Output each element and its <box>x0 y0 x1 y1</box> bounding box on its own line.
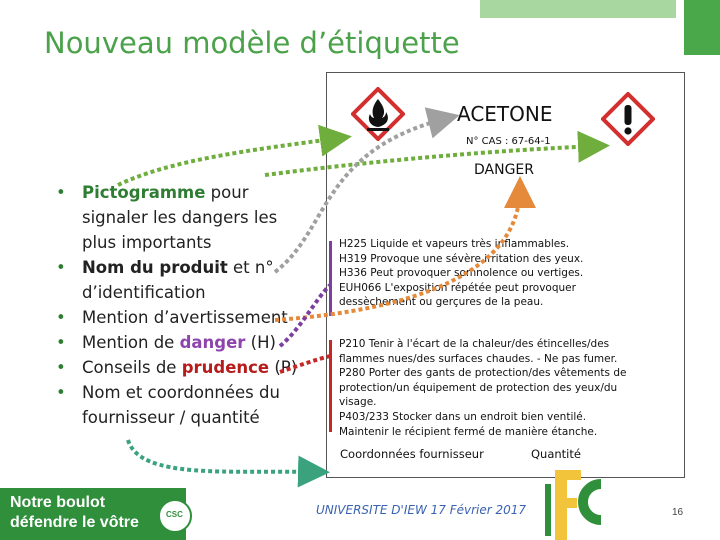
bullet-supplier <box>56 380 311 430</box>
precaution-line: P210 Tenir à l'écart de la chaleur/des étincelles/des <box>339 338 610 350</box>
bullet-product-name-key: Nom du produit <box>82 258 228 277</box>
hazard-line: H336 Peut provoquer somnolence ou vertiges. <box>339 267 584 280</box>
precaution-marker-bar <box>329 340 332 432</box>
page-number: 16 <box>672 507 684 518</box>
bullet-list <box>56 180 311 430</box>
logo-line-1: Notre boulot <box>10 494 106 511</box>
bullet-hazard-pre: Mention de <box>82 333 180 352</box>
footer-text: UNIVERSITE D'IEW 17 Février 2017 <box>316 503 527 517</box>
top-decor-bar <box>480 0 676 18</box>
top-decor-square <box>684 0 720 55</box>
bullet-precaution <box>56 355 311 380</box>
hazard-marker-bar <box>329 241 332 316</box>
precaution-line: Maintenir le récipient fermé de manière étanche. <box>339 425 598 438</box>
hazard-line: dessèchement ou gerçures de la peau. <box>339 296 544 309</box>
bullet-hazard-key: danger <box>179 333 246 352</box>
hazard-line: H225 Liquide et vapeurs très inflammables. <box>339 238 570 250</box>
bullet-pictogram <box>56 180 311 255</box>
bullet-hazard-post: (H) <box>245 333 276 352</box>
bullet-supplier-text: Nom et coordonnées du fournisseur / quantité <box>82 383 280 427</box>
precaution-line: P280 Porter des gants de protection/des vêtements de <box>339 367 627 380</box>
exclamation-icon <box>601 92 655 146</box>
logo-badge-text: CSC <box>166 510 183 519</box>
fec-logo <box>545 462 615 540</box>
signal-word: DANGER <box>474 162 535 178</box>
precaution-line: P403/233 Stocker dans un endroit bien ventilé. <box>339 410 587 423</box>
bullet-precaution-pre: Conseils de <box>82 358 182 377</box>
bullet-signal-word-text: Mention d’avertissement <box>82 308 288 327</box>
bullet-pictogram-text: pour signaler les dangers les plus importants <box>82 183 278 252</box>
bullet-dot: • <box>56 308 66 327</box>
bullet-precaution-post: (P) <box>269 358 298 377</box>
bullet-dot: • <box>56 358 66 377</box>
slide-title: Nouveau modèle d’étiquette <box>44 26 460 60</box>
logo-line-2: défendre le vôtre <box>10 514 139 531</box>
bullet-signal-word <box>56 305 311 330</box>
cas-number: N° CAS : 67-64-1 <box>466 136 551 147</box>
precaution-statements <box>339 337 654 439</box>
flame-icon <box>351 87 405 141</box>
product-name: ACETONE <box>457 102 553 126</box>
supplier-label: Coordonnées fournisseur <box>340 447 484 461</box>
bullet-dot: • <box>56 258 66 277</box>
bullet-dot: • <box>56 383 66 402</box>
hazard-line: H319 Provoque une sévère irritation des yeux. <box>339 252 584 265</box>
bullet-product-name-text: et n° d’identification <box>82 258 274 302</box>
arrow-supplier <box>128 440 318 472</box>
hazard-line: EUH066 L'exposition répétée peut provoquer <box>339 281 576 294</box>
bullet-hazard <box>56 330 311 355</box>
precaution-line: protection/un équipement de protection des yeux/du <box>339 381 618 394</box>
precaution-line: visage. <box>339 396 377 409</box>
bullet-product-name <box>56 255 311 305</box>
arrow-pictogram-left <box>118 138 340 185</box>
bullet-dot: • <box>56 183 66 202</box>
bullet-precaution-key: prudence <box>181 358 270 377</box>
quantity-label: Quantité <box>531 447 581 461</box>
hazard-statements <box>339 237 639 310</box>
bullet-pictogram-key: Pictogramme <box>82 183 206 202</box>
bullet-dot: • <box>56 333 66 352</box>
precaution-line: flammes nues/des surfaces chaudes. - Ne pas fumer. <box>339 352 618 365</box>
